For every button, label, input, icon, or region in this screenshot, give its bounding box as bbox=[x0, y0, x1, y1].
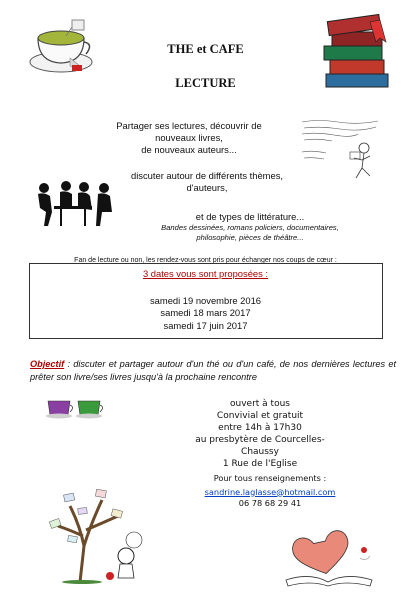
poster-title: THE et CAFE bbox=[167, 42, 244, 56]
heart-book-illustration bbox=[280, 528, 378, 588]
intro-block-discuss bbox=[112, 170, 302, 194]
book-tree-illustration bbox=[40, 486, 150, 584]
text-line: 1 Rue de l'Eglise bbox=[222, 459, 298, 469]
text-line: d'auteurs, bbox=[186, 182, 228, 193]
text-line: Partager ses lectures, découvrir de bbox=[116, 120, 262, 131]
date-item: samedi 17 juin 2017 bbox=[163, 320, 248, 331]
text-line: et de types de littérature... bbox=[195, 211, 305, 222]
text-line: entre 14h à 17h30 bbox=[218, 423, 302, 433]
date-item: samedi 18 mars 2017 bbox=[160, 307, 251, 318]
people-silhouette-illustration bbox=[30, 178, 116, 228]
phone-number: 06 78 68 29 41 bbox=[238, 498, 302, 508]
email-link[interactable]: sandrine.laglasse@hotmail.com bbox=[204, 486, 336, 497]
text-line: au presbytère de Courcelles-Chaussy bbox=[195, 435, 325, 457]
text-line: discuter autour de différents thèmes, bbox=[131, 170, 283, 181]
cups-illustration bbox=[46, 397, 106, 419]
handwritten-note-illustration bbox=[298, 114, 390, 184]
text-line: Convivial et gratuit bbox=[216, 411, 304, 421]
text-line: philosophie, pièces de théâtre... bbox=[196, 233, 304, 242]
text-line: ouvert à tous bbox=[230, 399, 290, 409]
text-line: Bandes dessinées, romans policiers, documentaires, bbox=[161, 223, 339, 232]
objective-text: : discuter et partager autour d'un thé ou d'un café, de nos dernières lectures et prêter son livre/ses livres jusqu'à la prochaine rencontre bbox=[30, 359, 396, 382]
text-line: de nouveaux auteurs... bbox=[141, 144, 237, 155]
genres-list bbox=[120, 223, 380, 243]
dates-title: 3 dates vous sont proposées : bbox=[142, 268, 269, 279]
objective-label: Objectif bbox=[30, 359, 65, 369]
contact-block bbox=[170, 473, 370, 510]
intro-sentence: Fan de lecture ou non, les rendez-vous sont pris pour échanger nos coups de cœur : bbox=[74, 257, 337, 264]
intro-block-literature bbox=[150, 211, 350, 223]
date-item: samedi 19 novembre 2016 bbox=[149, 295, 261, 306]
intro-block-discover bbox=[104, 120, 274, 156]
event-details bbox=[180, 398, 340, 470]
contact-label: Pour tous renseignements : bbox=[213, 473, 327, 483]
objective-paragraph bbox=[30, 358, 396, 384]
text-line: nouveaux livres, bbox=[155, 132, 223, 143]
poster-subtitle: LECTURE bbox=[175, 76, 236, 90]
